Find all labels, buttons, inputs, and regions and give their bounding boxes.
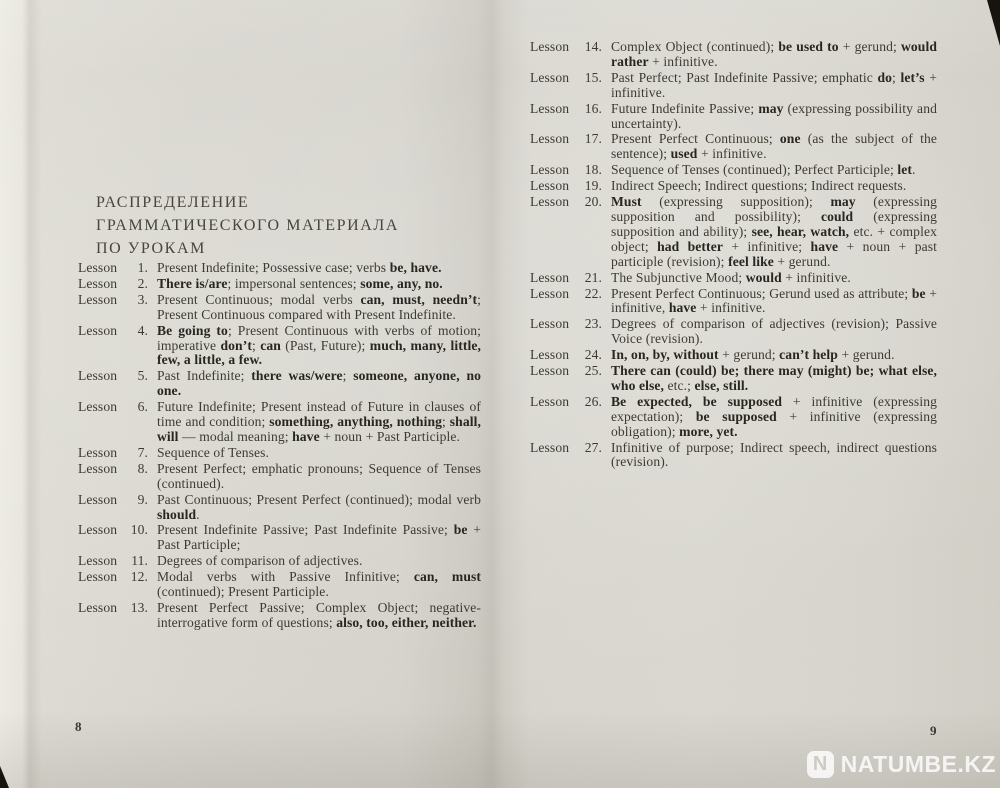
lesson-text: Modal verbs with Passive Infinitive; can, must (continued); Present Participle. [157, 569, 481, 600]
lesson-text: Infinitive of purpose; Indirect speech, indirect questions (revision). [611, 439, 937, 470]
lesson-label: Lesson 17. [530, 131, 602, 147]
section-title-line: ГРАММАТИЧЕСКОГО МАТЕРИАЛА [96, 217, 399, 234]
lesson-text: There can (could) be; there may (might) be; what else, who else, etc.; else, still. [611, 363, 937, 393]
lesson-text: Present Perfect Passive; Complex Object; negative-interrogative form of questions; also, too, either, neither. [157, 599, 481, 630]
lesson-text: Present Perfect Continuous; Gerund used as attribute; be + infinitive, have + infinitive. [611, 285, 938, 316]
lesson-label: Lesson 18. [530, 162, 602, 178]
lesson-entry [78, 446, 481, 461]
photo-corner-shadow-top-right [987, 0, 1000, 46]
lesson-entry [530, 348, 937, 363]
section-title [96, 191, 399, 260]
lesson-text: Future Indefinite; Present instead of Future in clauses of time and condition; something, anything, nothing; shall, will — modal meaning; have + noun + Past Participle. [157, 399, 481, 444]
lesson-label: Lesson 11. [78, 553, 148, 569]
lesson-entry [78, 400, 481, 445]
lesson-entry [78, 324, 481, 369]
natumbe-logo-icon: N [807, 751, 834, 778]
section-title-line: РАСПРЕДЕЛЕНИЕ [96, 194, 250, 211]
lesson-entry [530, 271, 937, 286]
lesson-text: Must (expressing supposition); may (expressing supposition and possibility); could (expressing supposition and ability); see, hear, watch, etc. + complex object; had better + infinitive; have + noun + past participle (revision); feel like + gerund. [611, 194, 938, 269]
lesson-label: Lesson 27. [530, 439, 602, 455]
lesson-label: Lesson 7. [78, 444, 148, 460]
lesson-text: Past Indefinite; there was/were; someone, anyone, no one. [157, 368, 481, 399]
lesson-label: Lesson 12. [78, 569, 148, 585]
lesson-entry [78, 462, 481, 492]
lesson-entry [78, 493, 481, 523]
lesson-text: Complex Object (continued); be used to + gerund; would rather + infinitive. [611, 39, 937, 69]
lesson-entry [530, 71, 937, 101]
lesson-label: Lesson 21. [530, 269, 602, 285]
lesson-label: Lesson 13. [78, 599, 148, 615]
lesson-text: Degrees of comparison of adjectives (revision); Passive Voice (revision). [611, 316, 937, 347]
watermark [807, 746, 996, 782]
lesson-text: Present Continuous; modal verbs can, must, needn’t; Present Continuous compared with Present Indefinite. [157, 291, 481, 322]
lesson-entry [530, 317, 937, 347]
lesson-label: Lesson 20. [530, 194, 602, 210]
lesson-label: Lesson 4. [78, 322, 148, 338]
lesson-text: Present Perfect; emphatic pronouns; Sequence of Tenses (continued). [157, 460, 481, 491]
lesson-text: Degrees of comparison of adjectives. [157, 553, 363, 569]
lesson-entry [530, 364, 937, 394]
lesson-label: Lesson 19. [530, 178, 602, 194]
lesson-text: Past Perfect; Past Indefinite Passive; emphatic do; let’s + infinitive. [611, 69, 937, 100]
lesson-text: The Subjunctive Mood; would + infinitive. [611, 269, 851, 285]
lesson-label: Lesson 9. [78, 491, 148, 507]
lesson-entry [530, 441, 937, 471]
lesson-text: Present Perfect Continuous; one (as the subject of the sentence); used + infinitive. [611, 131, 937, 162]
lesson-entry [530, 163, 937, 178]
lesson-entry [78, 261, 481, 276]
lesson-label: Lesson 26. [530, 393, 602, 409]
lesson-label: Lesson 23. [530, 316, 602, 332]
lesson-text: Be expected, be supposed + infinitive (expressing expectation); be supposed + infinitive (expressing obligation); more, yet. [611, 393, 937, 439]
lesson-entry [78, 554, 481, 569]
lesson-entry [78, 570, 481, 600]
lesson-text: Sequence of Tenses. [157, 444, 270, 460]
watermark-text: NATUMBE.KZ [840, 750, 996, 777]
lesson-text: There is/are; impersonal sentences; some, any, no. [157, 275, 443, 291]
photo-corner-shadow-bottom-left [0, 766, 9, 788]
lesson-label: Lesson 25. [530, 363, 602, 379]
lesson-text: Sequence of Tenses (continued); Perfect Participle; let. [611, 162, 916, 178]
lesson-label: Lesson 16. [530, 100, 602, 116]
lesson-entry [78, 601, 481, 631]
lesson-text: Present Indefinite; Possessive case; verbs be, have. [157, 260, 442, 275]
lesson-label: Lesson 24. [530, 347, 602, 363]
lesson-text: In, on, by, without + gerund; can’t help + gerund. [611, 347, 895, 363]
lesson-entry [78, 523, 481, 553]
lesson-label: Lesson 15. [530, 69, 602, 85]
lesson-label: Lesson 22. [530, 285, 602, 301]
lesson-label: Lesson 2. [78, 275, 148, 291]
lesson-label: Lesson 6. [78, 399, 148, 415]
lesson-label: Lesson 14. [530, 39, 602, 54]
lesson-entry [530, 195, 937, 270]
lesson-entry [530, 132, 937, 162]
section-title-line: ПО УРОКАМ [96, 240, 206, 257]
lesson-label: Lesson 5. [78, 368, 148, 384]
lesson-label: Lesson 8. [78, 460, 148, 476]
lesson-entry [78, 277, 481, 292]
lesson-text: Past Continuous; Present Perfect (continued); modal verb should. [157, 491, 481, 522]
lesson-text: Present Indefinite Passive; Past Indefinite Passive; be + Past Participle; [157, 522, 482, 553]
lesson-text: Be going to; Present Continuous with verbs of motion; imperative don’t; can (Past, Future); much, many, little, few, a little, a few. [157, 322, 481, 368]
lesson-entry [530, 102, 937, 132]
lesson-entry [78, 369, 481, 399]
lesson-label: Lesson 1. [78, 260, 148, 275]
page-number-right: 9 [930, 723, 937, 738]
lesson-list-left [78, 261, 481, 632]
lesson-entry [530, 287, 937, 317]
lesson-entry [530, 179, 937, 194]
lesson-text: Indirect Speech; Indirect questions; Indirect requests. [611, 178, 907, 194]
lesson-list-right [530, 40, 937, 471]
lesson-entry [530, 395, 937, 440]
lesson-label: Lesson 10. [78, 522, 148, 538]
lesson-label: Lesson 3. [78, 291, 148, 307]
page-number-left: 8 [75, 719, 82, 734]
lesson-text: Future Indefinite Passive; may (expressing possibility and uncertainty). [611, 100, 937, 131]
lesson-entry [78, 293, 481, 323]
lesson-entry [530, 40, 937, 70]
